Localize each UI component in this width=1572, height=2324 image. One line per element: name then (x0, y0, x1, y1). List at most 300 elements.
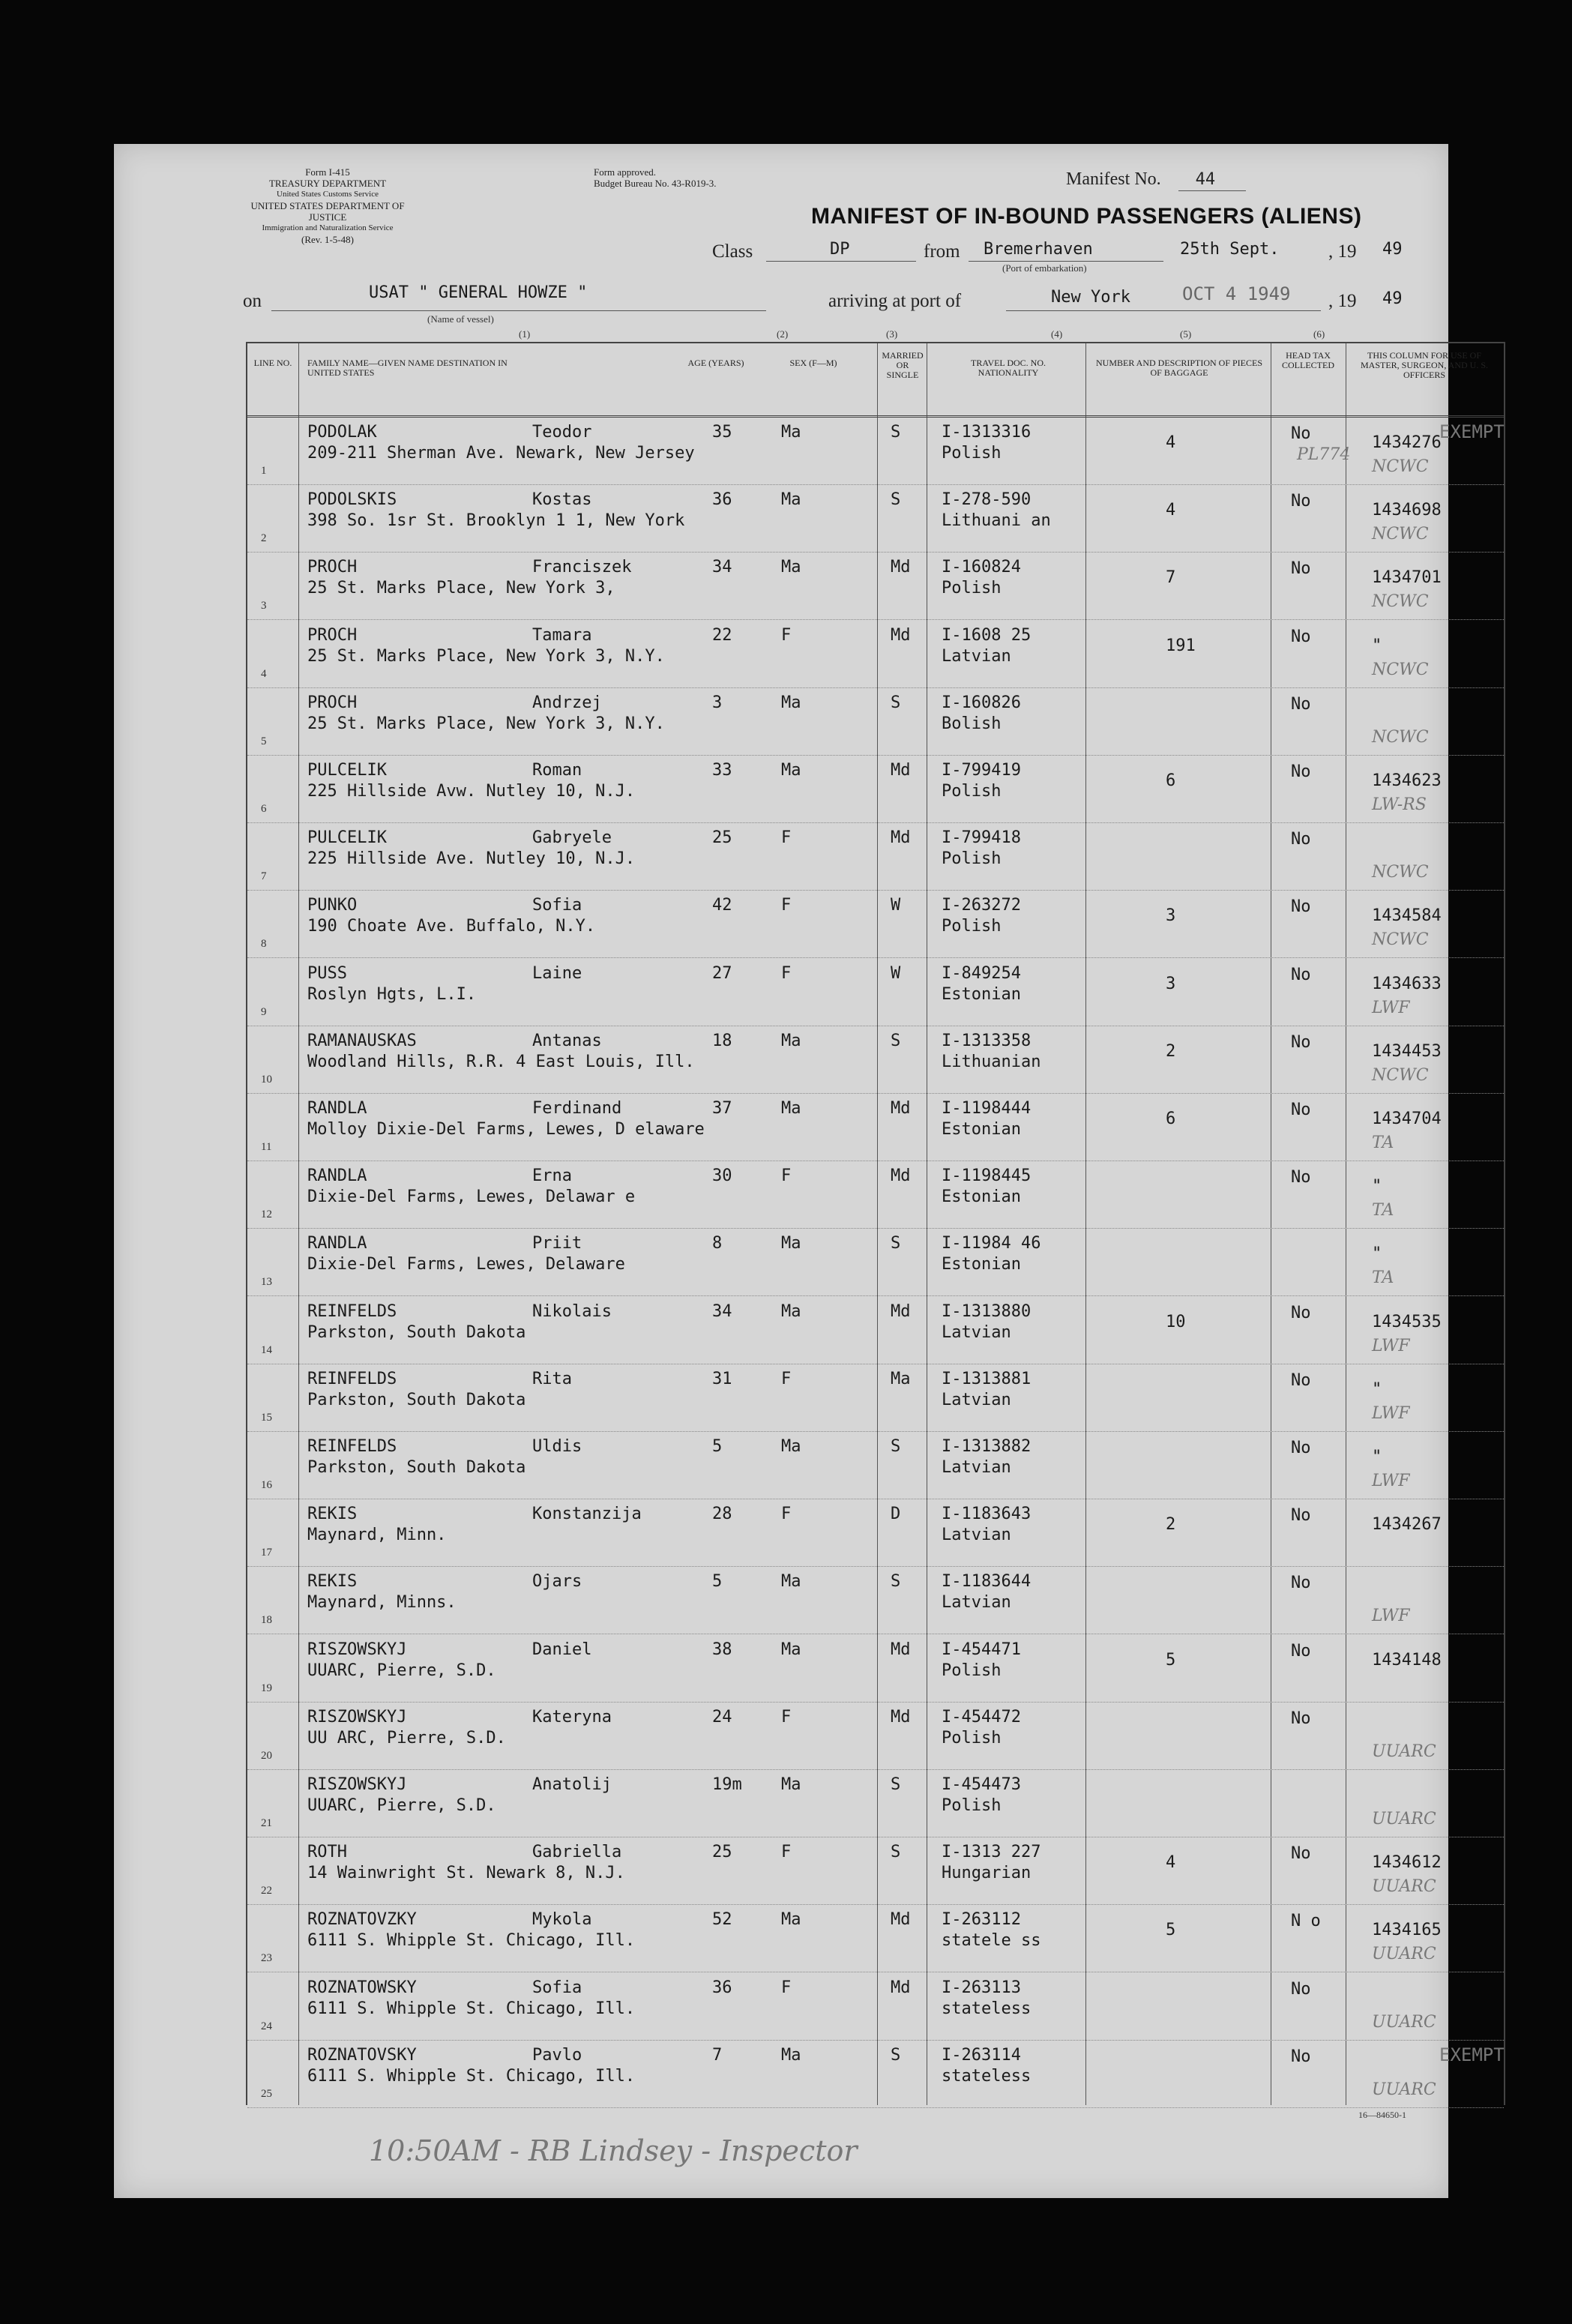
family-name: PROCH (307, 625, 358, 645)
officer-note: NCWC (1372, 863, 1429, 882)
family-name: PULCELIK (307, 828, 387, 848)
officer-number: 1434623 (1372, 771, 1442, 790)
age: 25 (712, 828, 732, 848)
sex: F (781, 963, 792, 983)
age: 38 (712, 1640, 732, 1659)
travel-doc-number: I-1198444 (942, 1099, 1032, 1118)
nationality: Hungarian (942, 1864, 1032, 1883)
head-tax-note: PL774 (1297, 445, 1351, 464)
head-tax: No (1291, 627, 1311, 646)
destination: Maynard, Minn. (307, 1526, 447, 1545)
officer-note: LWF (1372, 1403, 1410, 1423)
age: 18 (712, 1031, 732, 1050)
marital-status: Md (891, 558, 911, 577)
officer-number: " (1372, 1177, 1382, 1196)
marital-status: S (891, 1031, 901, 1050)
sex: F (781, 1843, 792, 1862)
port-value: New York (1051, 288, 1130, 307)
age: 28 (712, 1505, 732, 1524)
officer-note: UUARC (1372, 2012, 1436, 2032)
nationality: Latvian (942, 1526, 1011, 1545)
nationality: Latvian (942, 646, 1011, 666)
marital-status: S (891, 693, 901, 712)
head-tax: No (1291, 1168, 1311, 1187)
row-line-number: 23 (261, 1952, 272, 1965)
officer-number: 1434612 (1372, 1853, 1442, 1873)
nationality: Latvian (942, 1322, 1011, 1342)
nationality: Lithuani an (942, 511, 1051, 531)
given-name: Erna (532, 1166, 572, 1186)
officer-number: 1434633 (1372, 974, 1442, 993)
officer-number: 1434165 (1372, 1921, 1442, 1940)
officer-number: 1434267 (1372, 1515, 1442, 1535)
head-tax: No (1291, 1101, 1311, 1119)
sex: Ma (781, 761, 801, 780)
header-name: FAMILY NAME—GIVEN NAME DESTINATION IN UNITED STATES (307, 358, 508, 378)
officer-note: LWF (1372, 998, 1410, 1017)
sex: Ma (781, 693, 801, 712)
sex: F (781, 896, 792, 915)
head-tax: No (1291, 1506, 1311, 1526)
baggage-count: 7 (1166, 568, 1176, 588)
marital-status: S (891, 490, 901, 510)
destination: 25 St. Marks Place, New York 3, N.Y. (307, 714, 665, 733)
travel-doc-number: I-799419 (942, 761, 1021, 780)
head-tax: N o (1291, 1912, 1321, 1931)
officer-note: LWF (1372, 1336, 1410, 1355)
row-line-number: 21 (261, 1817, 272, 1829)
given-name: Roman (532, 761, 582, 780)
table-row (247, 1161, 1504, 1229)
row-line-number: 20 (261, 1749, 272, 1762)
from-value: Bremerhaven (984, 240, 1093, 259)
header-tax: HEAD TAX COLLECTED (1282, 350, 1334, 370)
table-row (247, 1837, 1504, 1905)
head-tax: No (1291, 559, 1311, 579)
given-name: Daniel (532, 1640, 592, 1659)
age: 22 (712, 625, 732, 645)
travel-doc-number: I-160824 (942, 558, 1021, 577)
form-line: (Rev. 1-5-48) (301, 234, 354, 245)
officer-note: UUARC (1372, 2080, 1436, 2099)
marital-status: Md (891, 1640, 911, 1659)
form-agency-block (241, 166, 414, 245)
officer-number: 1434584 (1372, 906, 1442, 926)
head-tax: No (1291, 1709, 1311, 1728)
head-tax: No (1291, 1574, 1311, 1593)
column-number: (6) (1313, 328, 1325, 340)
age: 25 (712, 1843, 732, 1862)
nationality: Estonian (942, 1187, 1021, 1207)
baggage-count: 4 (1166, 433, 1176, 452)
given-name: Uldis (532, 1437, 582, 1456)
header-age: AGE (YEARS) (687, 358, 744, 368)
given-name: Tamara (532, 625, 592, 645)
given-name: Sofia (532, 896, 582, 915)
travel-doc-number: I-263272 (942, 896, 1021, 915)
officer-number: 1434276 (1372, 433, 1442, 452)
approval-line: Form approved. (594, 166, 657, 178)
table-row (247, 484, 1504, 553)
age: 7 (712, 2045, 723, 2065)
marital-status: S (891, 1843, 901, 1862)
family-name: REKIS (307, 1572, 358, 1592)
officer-note: TA (1372, 1134, 1394, 1152)
baggage-count: 3 (1166, 974, 1176, 993)
port-underline (1006, 310, 1321, 311)
head-tax: No (1291, 1641, 1311, 1661)
given-name: Kateryna (532, 1707, 612, 1727)
marital-status: Md (891, 1166, 911, 1186)
inspector-note: 10:50AM - RB Lindsey - Inspector (369, 2134, 858, 2167)
age: 30 (712, 1166, 732, 1186)
header-line: LINE NO. (253, 358, 292, 368)
officer-note: LW-RS (1372, 795, 1427, 814)
on-label: on (243, 291, 262, 311)
form-line: TREASURY DEPARTMENT (268, 178, 387, 189)
row-line-number: 11 (261, 1141, 272, 1153)
vessel-underline (271, 310, 766, 311)
class-label: Class (712, 241, 753, 262)
travel-doc-number: I-454472 (942, 1707, 1021, 1727)
row-line-number: 3 (261, 600, 267, 612)
marital-status: Md (891, 1099, 911, 1118)
given-name: Andrzej (532, 693, 602, 712)
travel-doc-number: I-11984 46 (942, 1234, 1041, 1253)
officer-number: 1434701 (1372, 568, 1442, 588)
vessel-value: USAT " GENERAL HOWZE " (369, 283, 588, 302)
header-married: MARRIED OR SINGLE (882, 350, 924, 380)
arrival-year: 49 (1382, 289, 1403, 308)
given-name: Mykola (532, 1910, 592, 1930)
nationality: Lithuanian (942, 1052, 1041, 1071)
row-line-number: 9 (261, 1005, 267, 1018)
nationality: Polish (942, 782, 1002, 801)
table-row (247, 1904, 1504, 1972)
officer-note: LWF (1372, 1472, 1410, 1490)
given-name: Rita (532, 1369, 572, 1388)
table-row (247, 620, 1504, 688)
sex: Ma (781, 2045, 801, 2065)
given-name: Ojars (532, 1572, 582, 1592)
table-row (247, 1634, 1504, 1703)
family-name: RANDLA (307, 1166, 367, 1186)
table-row (247, 1296, 1504, 1364)
row-line-number: 22 (261, 1885, 272, 1897)
passenger-table (246, 342, 1505, 2105)
sex: F (781, 1505, 792, 1524)
row-line-number: 14 (261, 1343, 272, 1356)
nationality: Polish (942, 579, 1002, 598)
destination: Parkston, South Dakota (307, 1322, 526, 1342)
table-row (247, 890, 1504, 958)
row-line-number: 1 (261, 465, 267, 477)
form-line: Immigration and Naturalization Service (262, 223, 394, 232)
given-name: Gabriella (532, 1843, 622, 1862)
travel-doc-number: I-1313880 (942, 1301, 1032, 1321)
travel-doc-number: I-1313316 (942, 423, 1032, 442)
age: 5 (712, 1437, 723, 1456)
head-tax: No (1291, 424, 1311, 443)
sex: Ma (781, 423, 801, 442)
age: 35 (712, 423, 732, 442)
sex: Ma (781, 1910, 801, 1930)
officer-number: 1434453 (1372, 1041, 1442, 1061)
travel-doc-number: I-454473 (942, 1775, 1021, 1794)
officer-number: 1434148 (1372, 1650, 1442, 1670)
age: 3 (712, 693, 723, 712)
family-name: REINFELDS (307, 1301, 397, 1321)
baggage-count: 191 (1166, 636, 1196, 655)
baggage-count: 5 (1166, 1650, 1176, 1670)
travel-doc-number: I-278-590 (942, 490, 1032, 510)
head-tax: No (1291, 1439, 1311, 1457)
table-row (247, 1702, 1504, 1770)
row-line-number: 18 (261, 1614, 272, 1627)
age: 52 (712, 1910, 732, 1930)
form-approval-block (594, 166, 717, 189)
row-line-number: 25 (261, 2087, 272, 2100)
form-number: 16—84650-1 (1358, 2110, 1406, 2120)
head-tax: No (1291, 1032, 1311, 1052)
officer-number: " (1372, 1448, 1382, 1466)
sex: Ma (781, 1775, 801, 1794)
destination: 190 Choate Ave. Buffalo, N.Y. (307, 917, 596, 936)
age: 37 (712, 1099, 732, 1118)
destination: UUARC, Pierre, S.D. (307, 1796, 496, 1815)
travel-doc-number: I-1313881 (942, 1369, 1032, 1388)
table-row (247, 1972, 1504, 2041)
officer-note: TA (1372, 1201, 1394, 1220)
marital-status: Md (891, 1301, 911, 1321)
travel-doc-number: I-1183644 (942, 1572, 1032, 1592)
destination: 225 Hillside Ave. Nutley 10, N.J. (307, 849, 636, 869)
baggage-count: 2 (1166, 1041, 1176, 1061)
manifest-underline (1178, 190, 1246, 191)
row-line-number: 10 (261, 1073, 272, 1086)
destination: 25 St. Marks Place, New York 3, N.Y. (307, 646, 665, 666)
marital-status: D (891, 1505, 901, 1524)
travel-doc-number: I-160826 (942, 693, 1021, 712)
baggage-count: 6 (1166, 1110, 1176, 1128)
officer-note: UUARC (1372, 1877, 1436, 1897)
row-line-number: 4 (261, 667, 267, 680)
family-name: PROCH (307, 693, 358, 712)
head-tax: No (1291, 492, 1311, 511)
destination: Molloy Dixie-Del Farms, Lewes, D elaware (307, 1120, 705, 1139)
officer-note: NCWC (1372, 525, 1429, 544)
age: 8 (712, 1234, 723, 1253)
nationality: Estonian (942, 1120, 1021, 1139)
given-name: Priit (532, 1234, 582, 1253)
destination: 6111 S. Whipple St. Chicago, Ill. (307, 1999, 636, 2018)
marital-status: Ma (891, 1369, 911, 1388)
exempt-stamp: EXEMPT (1439, 2044, 1505, 2065)
head-tax: No (1291, 1979, 1311, 1999)
officer-note: LWF (1372, 1607, 1410, 1626)
officer-note: NCWC (1372, 727, 1429, 747)
nationality: stateless (942, 1999, 1032, 2018)
sex: F (781, 1707, 792, 1727)
officer-note: NCWC (1372, 930, 1429, 950)
row-line-number: 2 (261, 532, 267, 545)
officer-note: UUARC (1372, 1810, 1436, 1828)
marital-status: Md (891, 1910, 911, 1930)
nationality: Latvian (942, 1390, 1011, 1409)
column-number: (1) (519, 328, 531, 340)
destination: Woodland Hills, R.R. 4 East Louis, Ill. (307, 1052, 695, 1071)
marital-status: Md (891, 828, 911, 848)
column-number: (3) (886, 328, 898, 340)
given-name: Anatolij (532, 1775, 612, 1794)
marital-status: Md (891, 1978, 911, 1997)
class-underline (766, 261, 916, 262)
destination: 6111 S. Whipple St. Chicago, Ill. (307, 2066, 636, 2086)
marital-status: S (891, 1775, 901, 1794)
family-name: RISZOWSKYJ (307, 1707, 407, 1727)
page-title: MANIFEST OF IN-BOUND PASSENGERS (ALIENS) (811, 204, 1362, 229)
destination: Parkston, South Dakota (307, 1390, 526, 1409)
given-name: Franciszek (532, 558, 632, 577)
destination: 225 Hillside Avw. Nutley 10, N.J. (307, 782, 636, 801)
table-row (247, 2040, 1504, 2108)
officer-note: UUARC (1372, 1945, 1436, 1964)
family-name: RAMANAUSKAS (307, 1031, 417, 1050)
vessel-caption: (Name of vessel) (427, 313, 494, 325)
sex: Ma (781, 1099, 801, 1118)
table-row (247, 1093, 1504, 1161)
marital-status: Md (891, 1707, 911, 1727)
class-value: DP (830, 240, 850, 259)
arrival-stamp-date: OCT 4 1949 (1182, 283, 1291, 304)
age: 33 (712, 761, 732, 780)
family-name: PUNKO (307, 896, 358, 915)
family-name: RISZOWSKYJ (307, 1775, 407, 1794)
form-line: Form I-415 (305, 166, 350, 178)
age: 42 (712, 896, 732, 915)
head-tax: No (1291, 965, 1311, 984)
from-label: from (924, 241, 960, 262)
travel-doc-number: I-1198445 (942, 1166, 1032, 1186)
travel-doc-number: I-263114 (942, 2045, 1021, 2065)
travel-doc-number: I-1183643 (942, 1505, 1032, 1524)
age: 27 (712, 963, 732, 983)
destination: Roslyn Hgts, L.I. (307, 984, 477, 1004)
table-row (247, 1769, 1504, 1837)
nationality: statele ss (942, 1931, 1041, 1951)
from-underline (969, 261, 1163, 262)
destination: 398 So. 1sr St. Brooklyn 1 1, New York (307, 511, 685, 531)
family-name: PUSS (307, 963, 347, 983)
officer-note: UUARC (1372, 1742, 1436, 1761)
sex: Ma (781, 1301, 801, 1321)
officer-number: " (1372, 1244, 1382, 1264)
head-tax: No (1291, 694, 1311, 714)
sex: Ma (781, 1437, 801, 1456)
destination: UUARC, Pierre, S.D. (307, 1661, 496, 1680)
row-line-number: 24 (261, 2020, 272, 2032)
given-name: Ferdinand (532, 1099, 622, 1118)
embark-caption: (Port of embarkation) (1002, 262, 1087, 274)
sex: F (781, 1978, 792, 1997)
table-row (247, 1499, 1504, 1567)
head-tax: No (1291, 830, 1311, 849)
manifest-number (1066, 169, 1215, 190)
age: 34 (712, 558, 732, 577)
nationality: Latvian (942, 1458, 1011, 1477)
age: 36 (712, 1978, 732, 1997)
header-sex: SEX (F—M) (789, 358, 837, 368)
sex: Ma (781, 1572, 801, 1592)
departure-date: 25th Sept. (1180, 240, 1280, 259)
sex: F (781, 828, 792, 848)
age: 36 (712, 490, 732, 510)
age: 24 (712, 1707, 732, 1727)
officer-note: NCWC (1372, 660, 1429, 679)
form-line: United States Customs Service (277, 190, 379, 199)
officer-number: " (1372, 636, 1382, 655)
row-line-number: 15 (261, 1411, 272, 1424)
family-name: PODOLSKIS (307, 490, 397, 510)
travel-doc-number: I-454471 (942, 1640, 1021, 1659)
column-number: (2) (777, 328, 789, 340)
travel-doc-number: I-799418 (942, 828, 1021, 848)
nationality: Polish (942, 444, 1002, 463)
table-row (247, 687, 1504, 756)
age: 34 (712, 1301, 732, 1321)
head-tax: No (1291, 762, 1311, 781)
given-name: Gabryele (532, 828, 612, 848)
table-row (247, 1364, 1504, 1432)
travel-doc-number: I-1608 25 (942, 625, 1032, 645)
row-line-number: 5 (261, 735, 267, 747)
column-number: (5) (1180, 328, 1192, 340)
nationality: Polish (942, 1661, 1002, 1680)
travel-doc-number: I-1313358 (942, 1031, 1032, 1050)
table-row (247, 822, 1504, 891)
age: 31 (712, 1369, 732, 1388)
marital-status: S (891, 2045, 901, 2065)
family-name: REKIS (307, 1505, 358, 1524)
manifest-page (114, 144, 1505, 2198)
manifest-value: 44 (1195, 170, 1216, 189)
arriving-label: arriving at port of (828, 291, 962, 311)
family-name: ROTH (307, 1843, 347, 1862)
row-line-number: 7 (261, 870, 267, 883)
nationality: stateless (942, 2066, 1032, 2086)
officer-note: TA (1372, 1268, 1394, 1288)
sex: Ma (781, 490, 801, 510)
age: 19m (712, 1775, 742, 1794)
row-line-number: 6 (261, 803, 267, 815)
sex: Ma (781, 1234, 801, 1253)
sex: Ma (781, 1640, 801, 1659)
nationality: Polish (942, 1728, 1002, 1747)
nationality: Polish (942, 1796, 1002, 1815)
family-name: PROCH (307, 558, 358, 577)
table-row (247, 958, 1504, 1026)
destination: Dixie-Del Farms, Lewes, Delaware (307, 1255, 625, 1274)
marital-status: W (891, 896, 901, 915)
given-name: Teodor (532, 423, 592, 442)
given-name: Kostas (532, 490, 592, 510)
row-line-number: 8 (261, 938, 267, 951)
head-tax: No (1291, 1303, 1311, 1322)
header-officers: THIS COLUMN FOR USE OF MASTER, SURGEON, AND U. S. OFFICERS (1360, 350, 1489, 380)
sex: Ma (781, 1031, 801, 1050)
table-row (247, 552, 1504, 620)
baggage-count: 2 (1166, 1515, 1176, 1535)
